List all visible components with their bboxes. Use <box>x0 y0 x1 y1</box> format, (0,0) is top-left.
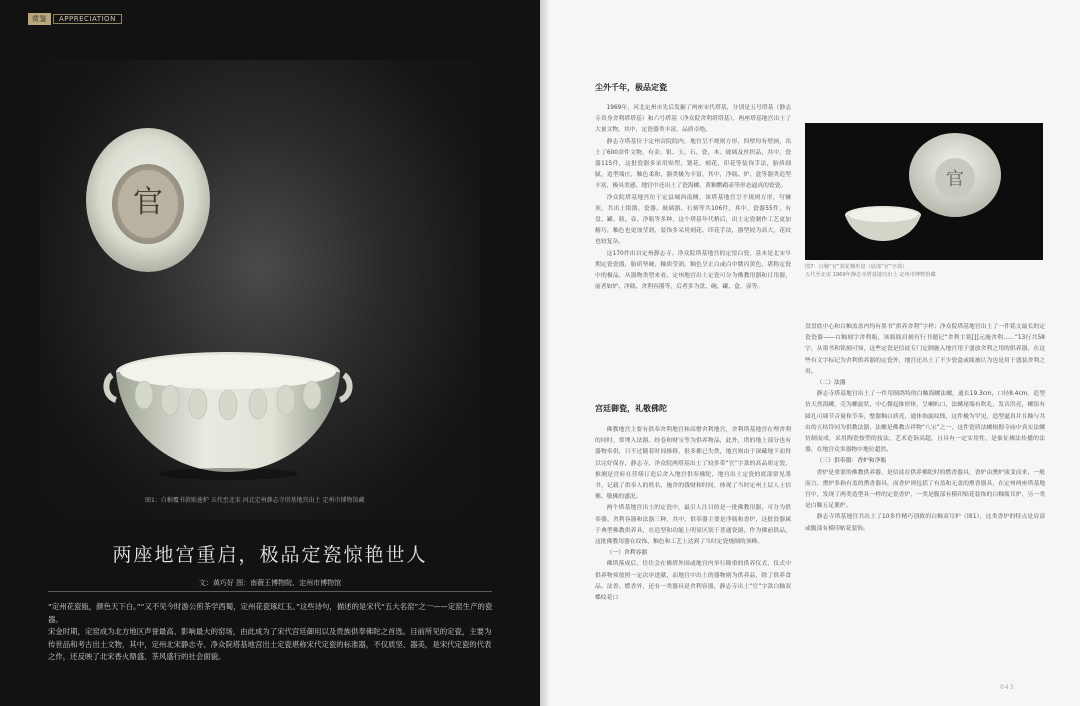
paragraph: 静志寺塔基地宫出土了一件用制鸽特的白釉海螺法螺，通长19.3cm，口径8.4cm，造型仿天然海螺，壳为螺旋状，中心微起锥形体，呈喇叭口，法螺尾端有吹孔，发音洪亮，螺钮有圆孔可调节音量和节奏，整器釉白质亮，通体饰旋纹线，这件极为罕见，造型逼真并且釉与共由的五枯铃同为供教法器，法螺是佛教吉祥物“八宝”之一，这件瓷质法螺根据寺庙中真实法螺仿制而成，采用陶瓷按塑的技法，艺术造诣高超，且具有一定实用性，是象征佛法传播的法器，在地宫众多器物中地位超然。 <box>805 391 1045 454</box>
paragraph: 佛教地宫主要有供奉舍利地宫和高僧舍利地宫，舍利塔基地宫在埋舍利的同时，常埋入法器、经卷和财宝等为供养物品，此外，塔的地上部分也有器物奉供，只不过随着时间推移，很多都已失佚，地宫则由于深藏地下而得以完好保存，静志寺、净众院两塔基出土了较多带“官”字款的高品质定瓷，推测是宫府在营缮订造后舍入地宫供奉佛陀，地宫出土定瓷的底部常见墨书，记载了供奉人的姓名、施舍的钱财和时间，体现了当时定州上层人士信佛、敬佛的盛况。 <box>595 427 791 501</box>
page-fold-shadow <box>540 0 550 706</box>
bowls-photo <box>805 123 1043 260</box>
paragraph: 盘盘底中心和白釉盖盖内均有墨书“供养舍利”字样；净众院塔基地宫出土了一件铭文最长的定瓷瓷器——白釉刻字舍利瓶，该瓶瓶肩刻有行书题记“舍利主铭[]]元施舍利……”13行共58字，从墨书和铭刻可知，这些定瓷是信徒专门定制施入地宫用于盛放舍利之用的供养器，在这些有文字标记为舍利供养器的定瓷外，地宫还出土了不少瓷盒或瓶被认为也是用于盛装舍利之用。 <box>805 324 1045 375</box>
divider <box>48 591 492 592</box>
column-1-top <box>595 103 791 293</box>
paragraph: 1969年，河北定州市先后发掘了两座宋代塔基，分别是五号塔基（静志寺真身舍利塔塔基）和六号塔基（净众院舍利塔塔基），两座塔基地宫出土了大量文物，其中，定瓷器类丰富，品质卓绝。 <box>595 105 791 134</box>
article-title: 两座地宫重启，极品定瓷惊艳世人 <box>112 544 428 566</box>
subheading: （二）法器 <box>816 380 846 387</box>
intro-text <box>48 601 494 664</box>
paragraph: 香炉是重要的佛教供养器，是信徒在供养佛陀时的燃香器具，香炉由熏炉演变而来，一般而言，熏炉多指有盖的熏香器具，而香炉则包括了有盖和无盖的熏香器具，在定州两座塔基地宫中，发现了两类造型具一样的定瓷香炉，一类是腹部有模印贴花装饰的白釉瓶耳炉，另一类是白釉五足薰炉。 <box>805 469 1045 510</box>
paragraph: 静志寺塔基位于定州贡院院内，地宫呈不规则方形，四壁均有壁画，出土了600余件文物，有金、银、玉、石、瓷、木、玻璃及丝织品，其中，瓷器115件，这批瓷器多采用贴塑、划花、刻花、印花等装饰手法，胎质细腻，造型端庄，釉色柔和，器类极为丰富，其中，净瓶、炉、盒等器类造型丰富，极具美感，地宫中还出土了瓷海螺、黄釉鹦鹉壶等形态逼真的瓷瓷。 <box>595 138 791 190</box>
intro-paragraph: 宋金时期，定窑成为北方地区声誉最高、影响最大的窑场，由此成为了宋代宫廷御用以及贵族供奉佛陀之首选。目前所见的定瓷，主要为传世品和考古出土文物，其中，定州北宋静志寺、净众院塔基地宫出土定瓷堪称宋代定瓷的标准器，不仅质坚、器美，是宋代定瓷的代表之作，还反映了北宋香火鼎盛、茶风盛行的社会面貌。 <box>48 627 492 661</box>
heading-2: 宫廷御瓷，礼敬佛陀 <box>595 403 667 413</box>
caption-line: 图7：白釉“官”款花瓣形盘（底部“官”字款） <box>805 264 908 270</box>
column-2 <box>805 322 1045 535</box>
subheading: （一）舍利容器 <box>606 550 648 557</box>
byline: 文：黄巧好 图：南薇王博物院、定州市博物馆 <box>198 579 342 587</box>
paragraph: 静志寺塔基地宫共出土了10多件精巧别致的白釉双耳炉（图1），这类香炉的特点是肩部或腹部有模印贴花装饰。 <box>805 514 1045 532</box>
subheading: （三）供奉器：香炉和净瓶 <box>816 458 887 465</box>
section-tag <box>28 12 122 25</box>
intro-paragraph: “定州花瓷瓯，颜色天下白。”“又不见今时游公煎茶学西蜀，定州花瓷琢红玉。”这些诗句，描述的是宋代“五大名窑”之一——定窑生产的瓷器。 <box>48 602 493 624</box>
bowls-photo-art <box>805 123 1043 260</box>
page-number: 043 <box>1000 684 1015 691</box>
svg-text:官: 官 <box>946 169 964 190</box>
heading-1: 尘外千年，极品定瓷 <box>595 82 667 92</box>
paragraph: 净众院塔基地宫位于定县城西南侧，该塔基地宫呈不规则方形，穹窿顶，共出土银器、瓷器、玻璃器、石刻等共106件，其中，瓷器55件，有盘、罐、瓶、壶、净瓶等多种，这个塔基年代稍后，出土定瓷制作工艺更加精巧，釉色也更加莹润，装饰多采用刻花、印花手法，器型较为高大，花纹也较复杂。 <box>595 194 791 246</box>
censer-view <box>106 352 349 480</box>
photo-caption: 图1：白釉覆书款贴莲炉 五代至北宋 河北定州静志寺塔基地宫出土 定州市博物馆藏 <box>145 497 365 504</box>
column-1-bottom <box>595 425 791 604</box>
bowl-mark: 官 <box>133 185 163 220</box>
photo-caption-2 <box>805 264 1043 279</box>
paragraph: 佛塔落成后，往往会在佛塔外围或地宫内举行隆重的供养仪式，仪式中供养物须按照一定次序进献，而地宫中出土的器物则为供养品，除了供养食品、法香、燃香外，还有一类器具是舍利容器，静志寺出土“官”字款白釉双蝶纹花口 <box>595 561 791 602</box>
section-tag-cn: 赏鉴 <box>28 13 51 25</box>
ding-ware-photo <box>60 100 390 490</box>
right-page <box>540 0 1080 706</box>
bowl-base-view <box>86 128 210 272</box>
paragraph: 两个塔基地宫出土的定瓷中，最引人注目的是一批佛教用器，可分为供奉器、舍利容器和法器三种，其中，供奉器主要是净瓶和香炉，这批瓷器属于典型佛教供养具，在造型和功能上明显区别于普通瓷器，作为佛前供品，这批佛教用器在纹饰、釉色和工艺上达到了当时定瓷烧制的顶峰。 <box>595 505 791 546</box>
paragraph: 这170件出自定州静志寺、净众院塔基地宫的定窑白瓷，基本是北宋早期定瓷瓷器，胎质坚硬，釉质莹润，釉色呈正白或白中微闪黄色，堪称定瓷中的极品，从器物类型来看，定州地宫出土定瓷可分为佛教用器和日用器，前者如炉、净瓶、舍利容器等，后者多为盘、碗、罐、盒、壶等。 <box>595 250 791 291</box>
section-tag-en: APPRECIATION <box>53 14 122 24</box>
caption-line: 五代至北宋 1969年静志寺塔基地宫出土 定州市博物馆藏 <box>805 271 936 278</box>
